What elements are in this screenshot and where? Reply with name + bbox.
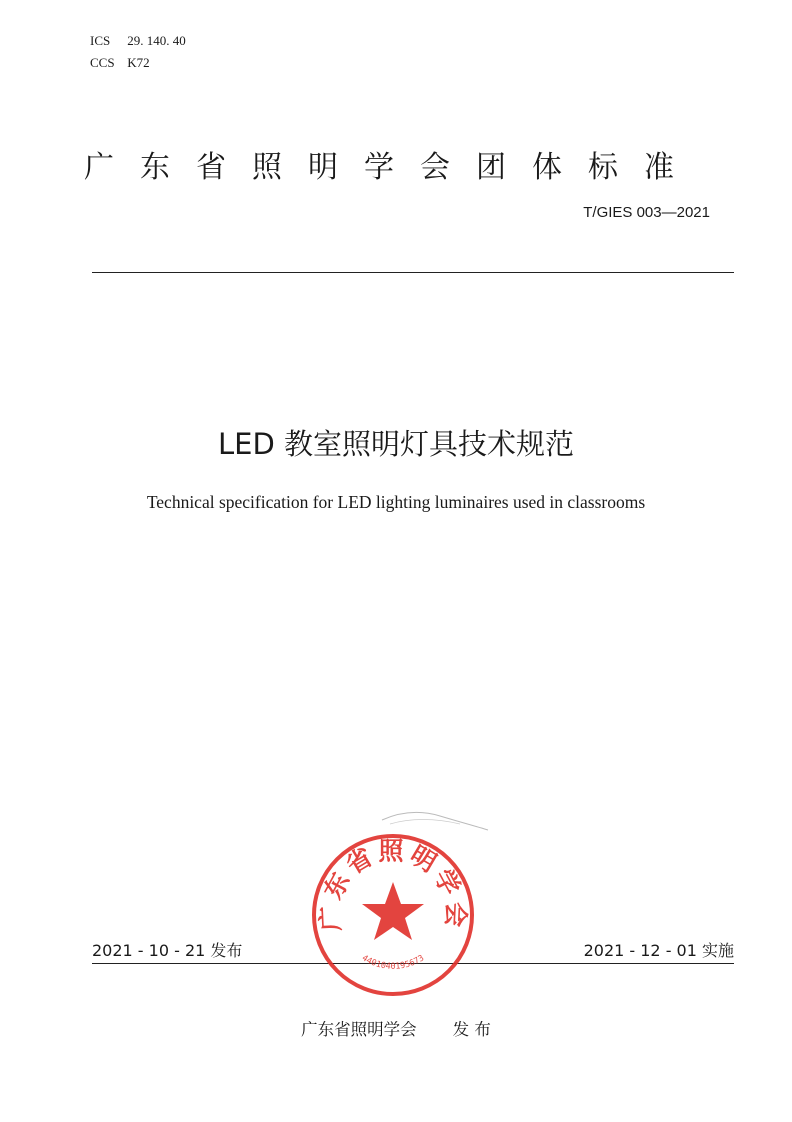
official-seal-stamp: [310, 832, 476, 998]
ics-label: ICS: [90, 33, 111, 48]
publisher-line: [0, 1016, 792, 1040]
classification-codes: [90, 30, 186, 74]
publisher-action: 发 布: [452, 1020, 491, 1039]
title-chinese: LED 教室照明灯具技术规范: [217, 427, 575, 461]
svg-text:4401040195673: 4401040195673: [359, 953, 427, 972]
ics-value: 29. 140. 40: [127, 33, 186, 48]
release-date: 2021 - 10 - 21 发布: [92, 941, 243, 960]
standard-number: T/GIES 003—2021: [583, 204, 710, 221]
svg-text:广东省照明学会: 广东省照明学会: [315, 836, 471, 932]
title-english: Technical specification for LED lighting luminaires used in classrooms: [146, 492, 646, 512]
top-divider: [92, 272, 734, 273]
ccs-value: K72: [127, 55, 150, 70]
ccs-label: CCS: [90, 55, 115, 70]
publisher-name: 广东省照明学会: [301, 1020, 417, 1039]
ccs-line: [90, 52, 186, 74]
implementation-date: 2021 - 12 - 01 实施: [583, 941, 734, 960]
organization-title: 广东省照明学会团体标准: [84, 150, 700, 185]
ics-line: [90, 30, 186, 52]
